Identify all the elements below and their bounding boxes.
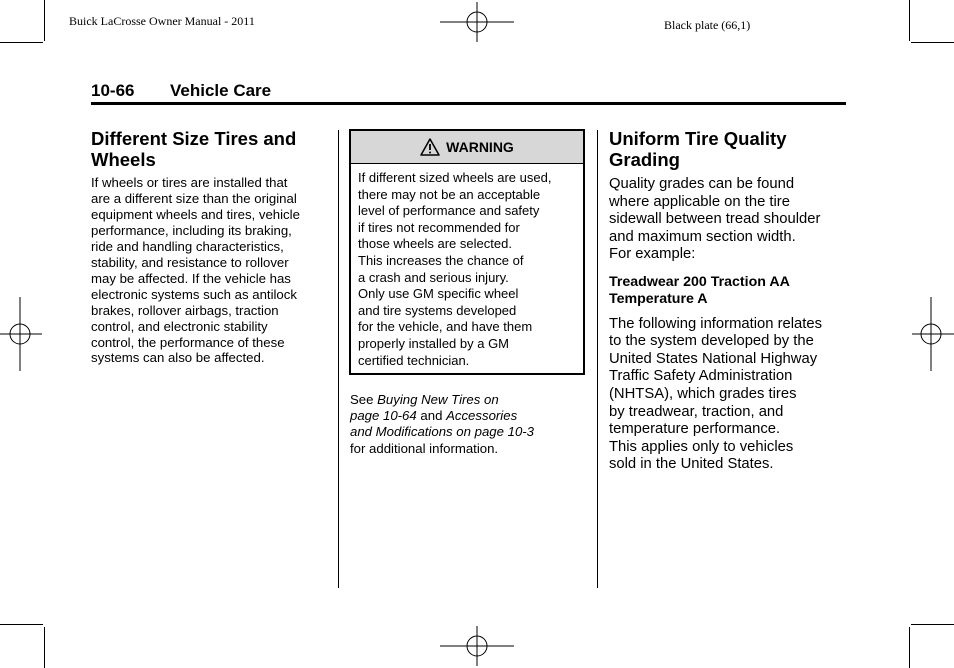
buying-new-tires-link[interactable]: Buying New Tires on [377,392,499,407]
section-title: Vehicle Care [170,81,272,100]
warning-label: WARNING [446,139,514,155]
utqg-example: Treadwear 200 Traction AA Temperature A [609,273,790,307]
crop-mark [44,627,45,668]
utqg-info: The following information relates to the system developed by the United States National Highway Traffic Safety Administration (NHTSA), which grades tires by treadwear, traction, and temperature performance. This applies only to vehicles sold in the United States. [609,315,823,473]
crop-mark [0,42,43,43]
column-divider [597,130,598,588]
warning-text: If different sized wheels are used, there may not be an acceptable level of performance and safety if tires not recommended for those wheels are selected. This increases the chance of a crash and serious injury. Only use GM specific wheel and tire systems developed for the vehicle, and have them properly installed by a GM certified technician. [358,170,552,368]
print-header-title: Buick LaCrosse Owner Manual - 2011 [69,14,255,28]
utqg-heading: Uniform Tire Quality Grading [609,128,787,170]
column-divider [338,130,339,588]
registration-mark-icon [440,626,514,666]
buying-new-tires-page-link[interactable]: page 10-64 [350,408,417,424]
print-plate-label: Black plate (66,1) [664,18,751,32]
crop-mark [0,624,43,625]
crop-mark [911,624,954,625]
warning-triangle-icon [420,138,440,156]
registration-mark-icon [0,297,42,371]
crop-mark [909,627,910,668]
column-1 [91,128,327,366]
column-3 [609,128,849,474]
accessories-page-link[interactable]: and Modifications on page 10-3 [350,424,535,440]
header-rule [91,102,846,105]
accessories-link[interactable]: Accessories [446,408,518,424]
warning-header [351,131,583,164]
page-number: 10-66 [91,81,135,100]
crop-mark [909,0,910,41]
registration-mark-icon [440,2,514,42]
crop-mark [911,42,954,43]
registration-mark-icon [912,297,954,371]
warning-box [349,129,585,375]
see-also-paragraph: See Buying New Tires on page 10-64 and Accessories and Modifications on page 10-3 for additional information. [350,392,535,456]
crop-mark [44,0,45,41]
different-size-body: If wheels or tires are installed that are a different size than the original equipment wheels and tires, vehicle performance, including its braking, ride and handling characteristics, stability, and resistance to rollover may be affected. If the vehicle has electronic systems such as antilock brakes, rollover airbags, traction control, and electronic stability control, the performance of these systems can also be affected. [91,175,300,366]
utqg-intro: Quality grades can be found where applicable on the tire sidewall between tread shoulder and maximum section width. For example: [609,176,821,263]
different-size-heading: Different Size Tires and Wheels [91,128,297,170]
